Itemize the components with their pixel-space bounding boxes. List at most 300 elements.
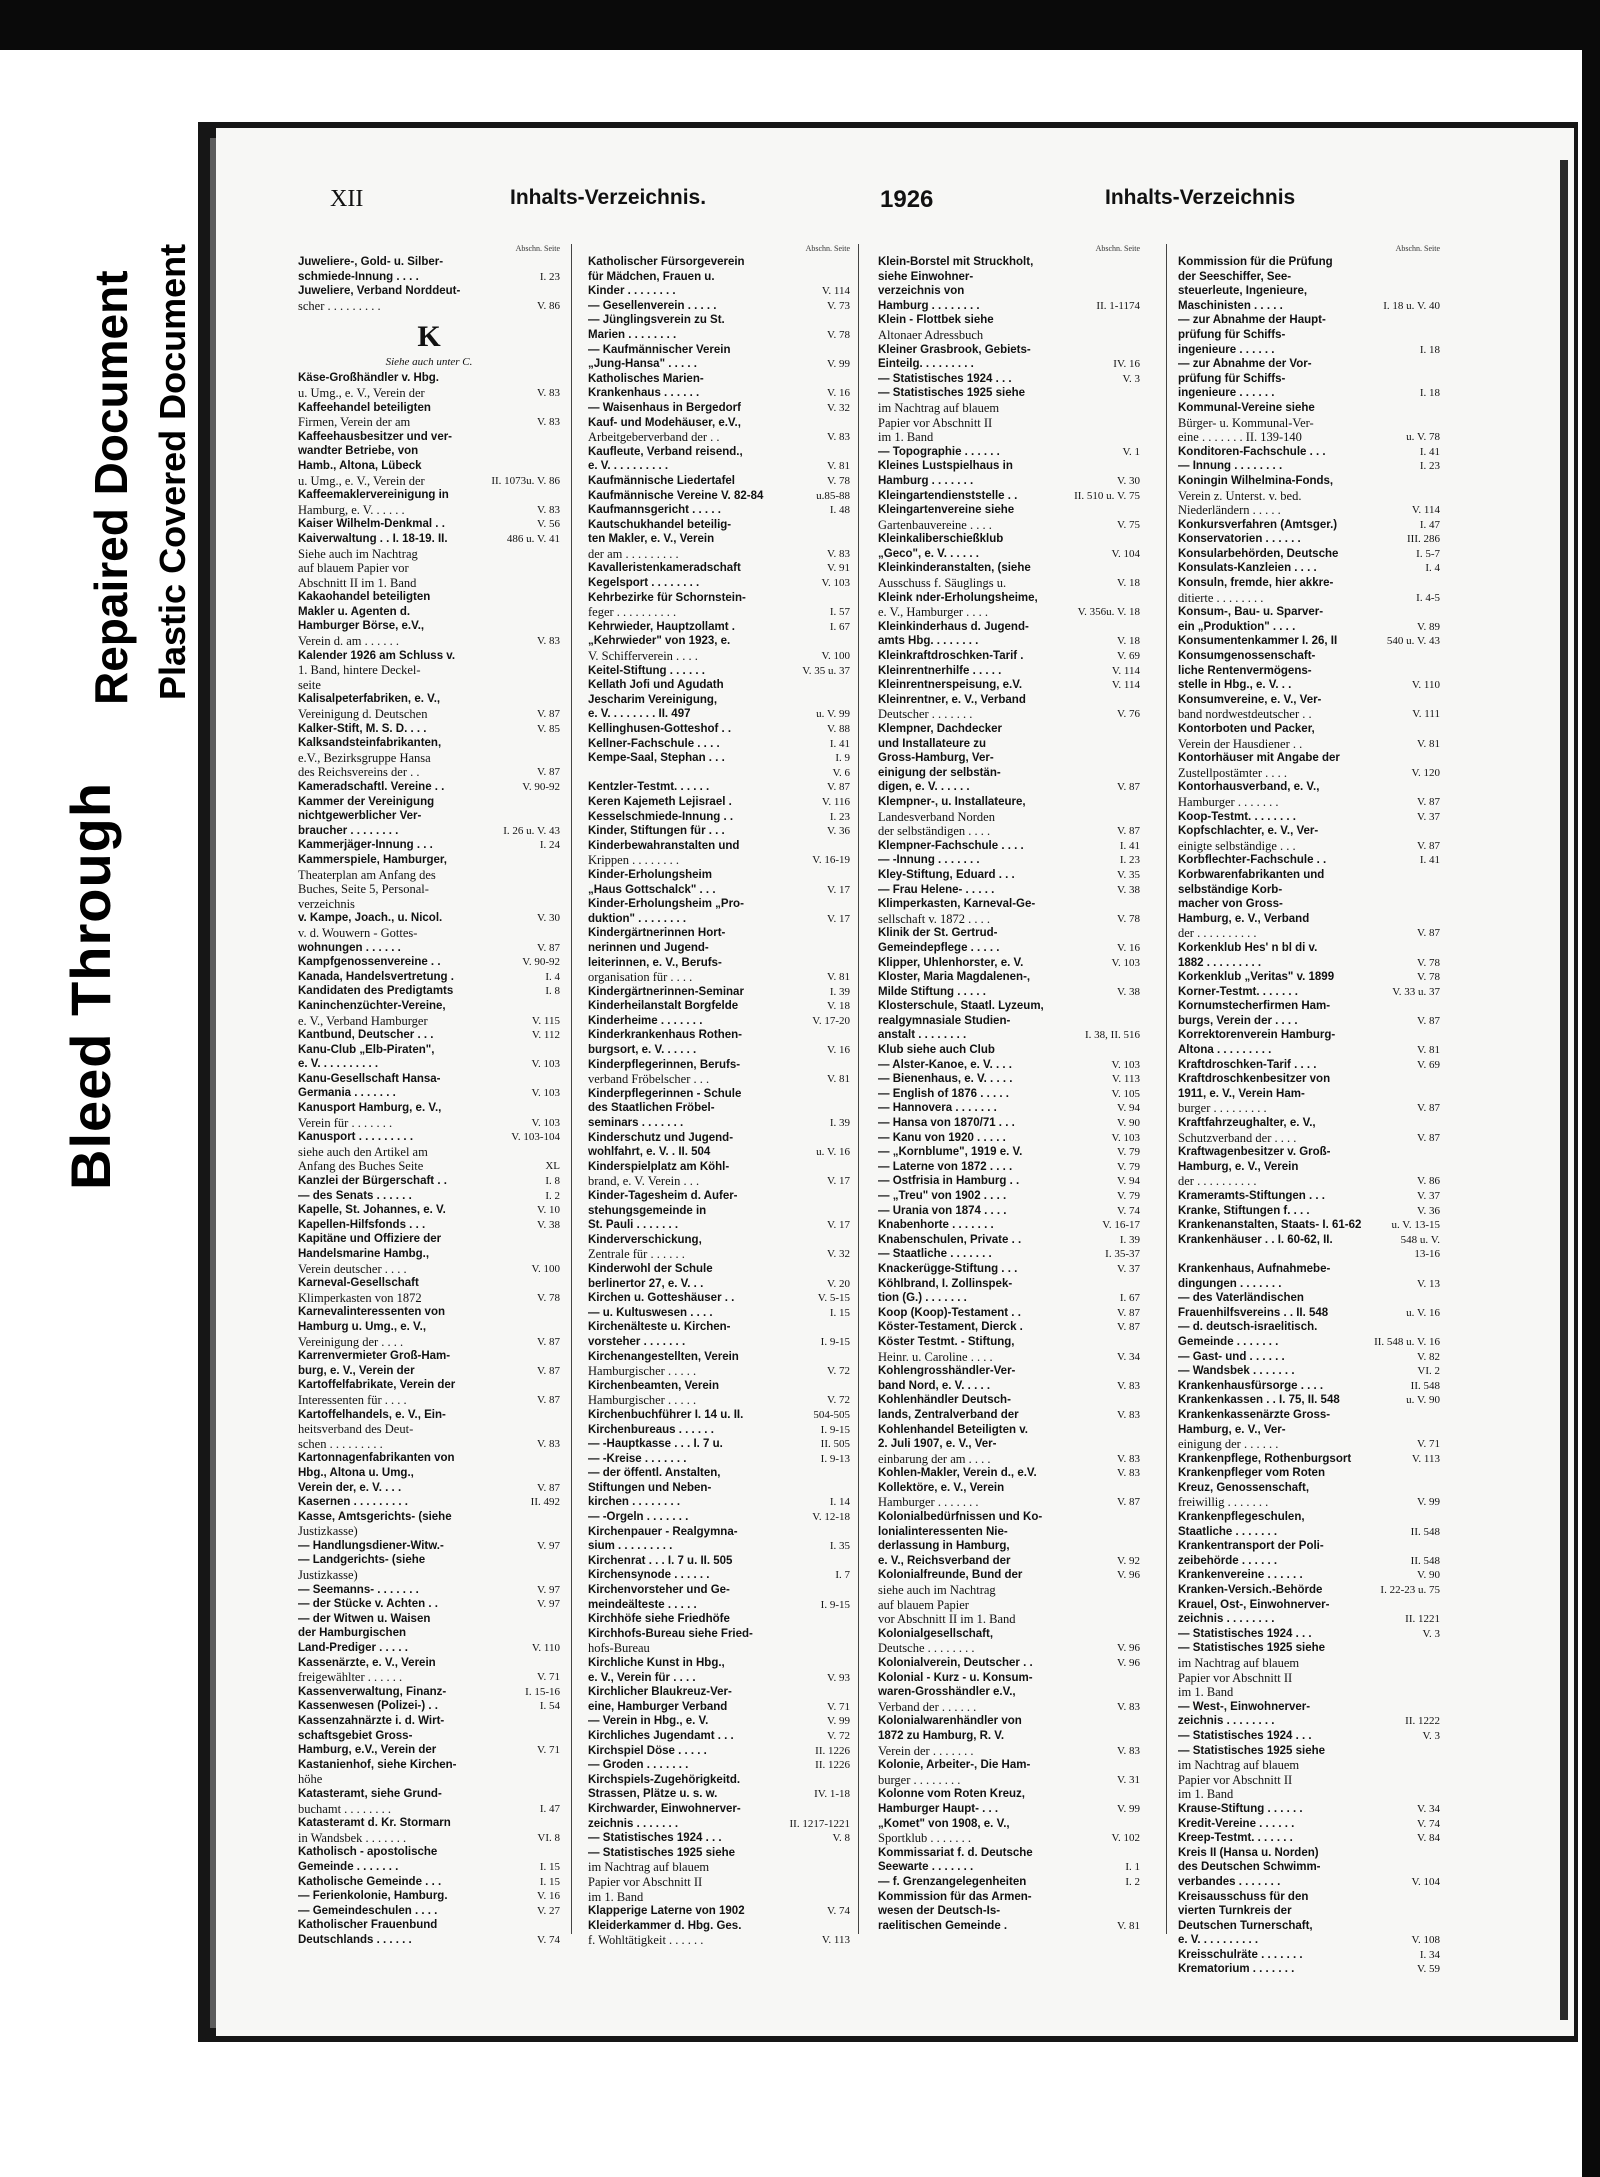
entry-text: Kandidaten des Predigtamts [298, 985, 454, 998]
entry-reference: XL [545, 1160, 560, 1173]
index-entry [588, 1408, 850, 1423]
entry-reference: V. 56 [536, 518, 560, 531]
entry-reference: VI. 2 [1417, 1365, 1440, 1378]
index-entry [298, 444, 560, 459]
index-entry [588, 605, 850, 620]
index-entry [298, 751, 560, 766]
entry-text: Kleines Lustspielhaus in [878, 460, 1013, 473]
index-entry [588, 489, 850, 504]
entry-reference: V. 116 [821, 795, 850, 808]
entry-reference: V. 16-19 [812, 854, 850, 867]
entry-text: ein „Produktion" . . . . [1178, 620, 1296, 633]
entry-text: Vereinigung d. Deutschen [298, 707, 428, 722]
entry-reference: V. 96 [1116, 1642, 1140, 1655]
index-entry [298, 1787, 560, 1802]
index-entry [1178, 1656, 1440, 1671]
index-entry [298, 1349, 560, 1364]
entry-text: Hamburger . . . . . . . [878, 1495, 979, 1510]
entry-text: vor Abschnitt II im 1. Band [878, 1612, 1016, 1627]
entry-text: eine . . . . . . . II. 139-140 [1178, 430, 1302, 445]
entry-reference: V. 16 [536, 1890, 560, 1903]
index-entry [588, 1452, 850, 1467]
index-entry [588, 1919, 850, 1934]
entry-text: — f. Grenzangelegenheiten [878, 1875, 1027, 1888]
entry-text: macher von Gross- [1178, 898, 1283, 911]
entry-reference: V. 32 [826, 401, 850, 414]
entry-reference: V. 114 [821, 285, 850, 298]
entry-reference: V. 17 [826, 883, 850, 896]
entry-reference: 13-16 [1414, 1248, 1440, 1261]
index-entry [878, 255, 1140, 270]
entry-text: Kaiser Wilhelm-Denkmal . . [298, 518, 445, 531]
entry-text: berlinertor 27, e. V. . . [588, 1277, 704, 1290]
entry-reference: V. 78 [1416, 971, 1440, 984]
header-year: 1926 [880, 186, 934, 213]
entry-text: Kinderbewahranstalten und [588, 839, 740, 852]
entry-text: Konsulats-Kanzleien . . . . [1178, 562, 1317, 575]
entry-text: Papier vor Abschnitt II [1178, 1670, 1293, 1685]
scan-top-border [0, 0, 1600, 50]
entry-text: — -Innung . . . . . . . [878, 854, 980, 867]
entry-text: Kreis II (Hansa u. Norden) [1178, 1846, 1319, 1859]
entry-text: nerinnen und Jugend- [588, 941, 709, 954]
index-entry [1178, 1744, 1440, 1759]
index-entry [588, 328, 850, 343]
entry-text: Krause-Stiftung . . . . . . [1178, 1802, 1303, 1815]
index-entry [1178, 459, 1440, 474]
index-entry [878, 430, 1140, 445]
index-entry [1178, 474, 1440, 489]
entry-text: Konservatorien . . . . . . [1178, 533, 1301, 546]
entry-reference: V. 103-104 [511, 1131, 560, 1144]
entry-text: Kaufmannsgericht . . . . . [588, 504, 721, 517]
entry-text: ditierte . . . . . . . . [1178, 590, 1264, 605]
entry-reference: V. 83 [536, 386, 560, 399]
index-entry [1178, 839, 1440, 854]
entry-text: Arbeitgeberverband der . . [588, 430, 720, 445]
index-entry [878, 620, 1140, 635]
index-entry [878, 1350, 1140, 1365]
index-entry [878, 1277, 1140, 1292]
index-entry [588, 1218, 850, 1233]
entry-text: — Hansa von 1870/71 . . . [878, 1117, 1015, 1130]
entry-reference: V. 83 [1116, 1700, 1140, 1713]
entry-text: Kentzler-Testmt. . . . . . [588, 781, 710, 794]
entry-text: e. V., Reichsverband der [878, 1554, 1011, 1567]
entry-text: — der Witwen u. Waisen [298, 1612, 431, 1625]
entry-text: dingungen . . . . . . . [1178, 1277, 1282, 1290]
entry-text: Klempner, Dachdecker [878, 723, 1003, 735]
index-entry [1178, 1495, 1440, 1510]
index-entry [298, 1670, 560, 1685]
index-entry [878, 956, 1140, 971]
entry-text: Köster Testmt. - Stiftung, [878, 1335, 1015, 1348]
index-entry [878, 459, 1140, 474]
entry-text: — Ostfrisia in Hamburg . . [878, 1175, 1020, 1188]
index-entry [1178, 1919, 1440, 1934]
entry-text: — Gast- und . . . . . . [1178, 1350, 1285, 1363]
index-entry [1178, 547, 1440, 562]
entry-text: stelle in Hbg., e. V. . . [1178, 679, 1292, 692]
entry-reference: I. 2 [545, 1189, 560, 1202]
entry-text: Katholischer Frauenbund [298, 1919, 438, 1932]
entry-text: Kommission für das Armen- [878, 1890, 1032, 1903]
entry-text: Karneval-Gesellschaft [298, 1277, 419, 1290]
entry-text: Kontorhausverband, e. V., [1178, 781, 1320, 794]
entry-reference: I. 9 [835, 752, 850, 765]
entry-reference: V. 83 [536, 1437, 560, 1450]
entry-text: Kempe-Saal, Stephan . . . [588, 752, 725, 765]
entry-text: f. Wohltätigkeit . . . . . . [588, 1933, 704, 1948]
entry-text: Krankenpfleger vom Roten [1178, 1467, 1325, 1480]
entry-text: freiwillig . . . . . . . [1178, 1495, 1269, 1510]
entry-text: — d. deutsch-israelitisch. [1178, 1321, 1318, 1334]
entry-text: der Seeschiffer, See- [1178, 270, 1292, 283]
entry-text: e. V., Verband Hamburger [298, 1013, 428, 1028]
entry-text: Kolonial - Kurz - u. Konsum- [878, 1671, 1033, 1684]
entry-text: selbständige Korb- [1178, 883, 1283, 896]
entry-text: — u. Kultuswesen . . . . [588, 1306, 713, 1319]
index-entry [1178, 1320, 1440, 1335]
index-entry [1178, 956, 1440, 971]
entry-reference: V. 103 [1111, 1131, 1140, 1144]
entry-text: Kassenverwaltung, Finanz- [298, 1685, 447, 1698]
entry-reference: V. 34 [1116, 1350, 1140, 1363]
entry-text: Klosterschule, Staatl. Lyzeum, [878, 1000, 1044, 1013]
entry-reference: V. 114 [1111, 679, 1140, 692]
index-entry [1178, 284, 1440, 299]
entry-reference: II. 1222 [1405, 1715, 1440, 1728]
entry-text: Katholische Gemeinde . . . [298, 1875, 442, 1888]
entry-reference: V. 103 [1111, 1058, 1140, 1071]
entry-reference: V. 35 u. 37 [802, 664, 850, 677]
index-entry [878, 1641, 1140, 1656]
entry-text: Kontorboten und Packer, [1178, 723, 1315, 735]
entry-text: Hamburger Haupt- . . . [878, 1802, 999, 1815]
entry-text: Kranke, Stiftungen f. . . . [1178, 1204, 1310, 1217]
entry-text: Hamburgischer . . . . . [588, 1364, 697, 1379]
index-entry [588, 1539, 850, 1554]
entry-reference: V. 96 [1116, 1657, 1140, 1669]
entry-reference: V. 1 [1122, 445, 1140, 458]
entry-text: Land-Prediger . . . . . [298, 1642, 408, 1655]
entry-text: Kommission für die Prüfung [1178, 256, 1333, 268]
index-entry [298, 926, 560, 941]
index-entry [298, 1831, 560, 1846]
index-entry [878, 985, 1140, 1000]
entry-text: Kesselschmiede-Innung . . [588, 810, 734, 823]
index-entry [298, 1904, 560, 1919]
index-entry [298, 1685, 560, 1700]
index-entry [1178, 343, 1440, 358]
page-number: XII [330, 186, 364, 212]
index-entry [298, 1159, 560, 1174]
index-entry [298, 1043, 560, 1058]
index-entry [298, 386, 560, 401]
entry-reference: V. 104 [1411, 1875, 1440, 1888]
entry-reference: IV. 1-18 [814, 1788, 850, 1801]
index-entry [298, 371, 560, 386]
index-entry [1178, 1525, 1440, 1540]
entry-text: Krankenkassen . . I. 75, II. 548 [1178, 1394, 1340, 1407]
index-entry [878, 561, 1140, 576]
index-entry [1178, 1510, 1440, 1525]
index-entry [1178, 795, 1440, 810]
entry-reference: V. 87 [1416, 1014, 1440, 1027]
entry-text: Germania . . . . . . . [298, 1087, 396, 1100]
entry-text: Kleinrentner, e. V., Verband [878, 693, 1026, 706]
entry-text: Kirchlicher Blaukreuz-Ver- [588, 1686, 732, 1699]
entry-reference: I. 54 [539, 1700, 560, 1713]
entry-reference: V. 75 [1116, 518, 1140, 531]
entry-reference: V. 81 [826, 971, 850, 984]
index-entry [1178, 1890, 1440, 1905]
index-entry [1178, 1028, 1440, 1043]
index-entry [1178, 868, 1440, 883]
entry-reference: V. 76 [1116, 708, 1140, 721]
entry-reference: V. 111 [1412, 708, 1440, 721]
entry-text: Verein der . . . . . . . [878, 1743, 974, 1758]
index-entry [588, 518, 850, 533]
entry-reference: I. 7 [835, 1569, 850, 1582]
entry-text: Kanusport . . . . . . . . . [298, 1131, 414, 1144]
entry-text: Kanusport Hamburg, e. V., [298, 1102, 442, 1115]
entry-text: „Jung-Hansa" . . . . . [588, 358, 697, 371]
entry-text: der . . . . . . . . . . [1178, 926, 1257, 941]
index-entry [588, 912, 850, 927]
entry-reference: V. 12-18 [812, 1511, 850, 1524]
index-entry [1178, 1233, 1440, 1248]
index-entry [1178, 401, 1440, 416]
entry-text: auf blauem Papier [878, 1597, 969, 1612]
entry-reference: V. 30 [1116, 474, 1140, 487]
entry-reference: V. 81 [826, 1073, 850, 1086]
entry-text: Katholisches Marien- [588, 372, 704, 385]
entry-text: „Geco", e. V. . . . . . [878, 547, 979, 560]
entry-text: Krankenanstalten, Staats- I. 61-62 [1178, 1219, 1362, 1232]
entry-reference: V. 99 [826, 358, 850, 371]
index-entry [588, 1072, 850, 1087]
entry-text: Gemeinde . . . . . . . [1178, 1335, 1279, 1348]
entry-reference: I. 18 [1419, 387, 1440, 400]
entry-reference: I. 24 [539, 839, 560, 852]
entry-text: sium . . . . . . . . . [588, 1540, 673, 1553]
entry-text: anstalt . . . . . . . . [878, 1029, 967, 1042]
entry-reference: V. 3 [1422, 1729, 1440, 1742]
entry-text: Kleingartendienststelle . . [878, 489, 1018, 502]
entry-text: — Alster-Kanoe, e. V. . . . [878, 1058, 1012, 1071]
entry-text: ingenieure . . . . . . [1178, 387, 1275, 400]
entry-text: Zentrale für . . . . . . [588, 1247, 685, 1262]
entry-text: — „Kornblume", 1919 e. V. [878, 1146, 1023, 1159]
entry-reference: V. 17-20 [812, 1014, 850, 1027]
index-entry [878, 1510, 1140, 1525]
entry-text: Siehe auch im Nachtrag [298, 546, 418, 561]
entry-text: Klempner-, u. Installateure, [878, 795, 1026, 808]
index-entry [588, 1028, 850, 1043]
entry-reference: I. 26 u. V. 43 [503, 824, 560, 837]
entry-text: „Haus Gottschalck" . . . [588, 883, 716, 896]
entry-text: Katholisch - apostolische [298, 1846, 438, 1859]
index-entry [1178, 678, 1440, 693]
entry-text: im 1. Band [878, 430, 934, 445]
entry-reference: V. 20 [826, 1277, 850, 1290]
entry-reference: V. 87 [536, 1393, 560, 1406]
index-entry [878, 445, 1140, 460]
plastic-covered-label: Plastic Covered Document [152, 243, 193, 700]
entry-reference: V. 16-17 [1102, 1219, 1140, 1232]
index-entry [1178, 255, 1440, 270]
index-entry [298, 576, 560, 591]
index-entry [878, 1087, 1140, 1102]
entry-reference: V. 5-15 [817, 1292, 850, 1305]
index-entry [1178, 1627, 1440, 1642]
index-entry [1178, 1846, 1440, 1861]
index-entry [878, 1904, 1140, 1919]
entry-text: zeichnis . . . . . . . . [1178, 1613, 1275, 1626]
entry-reference: u. V. 99 [816, 708, 850, 721]
index-entry [588, 1598, 850, 1613]
entry-text: — zur Abnahme der Haupt- [1178, 314, 1326, 327]
index-entry [588, 649, 850, 664]
entry-text: Klimperkasten von 1872 [298, 1290, 422, 1305]
entry-reference: V. 86 [536, 299, 560, 312]
index-entry [588, 1379, 850, 1394]
entry-text: Kammerspiele, Hamburger, [298, 853, 447, 866]
index-entry [1178, 926, 1440, 941]
entry-text: Kellath Jofi und Agudath [588, 679, 724, 692]
entry-reference: I. 67 [1119, 1292, 1140, 1305]
column-separator [571, 244, 572, 1934]
entry-text: Konsumvereine, e. V., Ver- [1178, 693, 1322, 706]
entry-text: realgymnasiale Studien- [878, 1014, 1011, 1027]
entry-text: 1911, e. V., Verein Ham- [1178, 1087, 1305, 1100]
entry-reference: V. 38 [1116, 985, 1140, 998]
index-entry [1178, 1058, 1440, 1073]
index-entry [878, 1481, 1140, 1496]
entry-reference: V. 110 [531, 1642, 560, 1655]
entry-text: Krankenhaus . . . . . . [588, 387, 700, 400]
index-entry [588, 1189, 850, 1204]
entry-text: der Hamburgischen [298, 1627, 406, 1640]
index-entry [588, 1393, 850, 1408]
index-entry [298, 1072, 560, 1087]
entry-text: Kinderpflegerinnen, Berufs- [588, 1058, 741, 1071]
entry-text: prüfung für Schiffs- [1178, 328, 1286, 341]
entry-text: Kanu-Gesellschaft Hansa- [298, 1072, 441, 1085]
index-entry [878, 372, 1140, 387]
entry-reference: V. 81 [1116, 1919, 1140, 1932]
entry-text: verbandes . . . . . . . [1178, 1875, 1281, 1888]
entry-text: Kleinrentnerhilfe . . . . . [878, 664, 1002, 677]
entry-text: Kapitäne und Offiziere der [298, 1233, 442, 1246]
entry-text: feger . . . . . . . . . . [588, 605, 677, 620]
entry-text: Kirchenbuchführer I. 14 u. II. [588, 1408, 744, 1421]
index-entry [298, 415, 560, 430]
index-entry [878, 1291, 1140, 1306]
index-entry [1178, 1101, 1440, 1116]
index-entry [588, 532, 850, 547]
entry-text: Krankenpflegeschulen, [1178, 1511, 1305, 1524]
index-entry [588, 1612, 850, 1627]
entry-text: zeibehörde . . . . . . [1178, 1554, 1278, 1567]
entry-text: Klub siehe auch Club [878, 1044, 995, 1057]
index-entry [878, 795, 1140, 810]
entry-text: — Topographie . . . . . . [878, 445, 1000, 458]
entry-text: Kirchenälteste u. Kirchen- [588, 1321, 731, 1334]
column-separator [1166, 244, 1167, 1934]
index-entry [1178, 1043, 1440, 1058]
entry-reference: V. 103 [1111, 956, 1140, 969]
index-entry [298, 722, 560, 737]
index-entry [298, 1845, 560, 1860]
index-entry [298, 1714, 560, 1729]
entry-reference: V. 10 [536, 1204, 560, 1217]
entry-text: — Ferienkolonie, Hamburg. [298, 1890, 448, 1903]
index-entry [878, 1875, 1140, 1890]
index-entry [298, 1597, 560, 1612]
scan-right-border [1582, 0, 1600, 2177]
index-entry [588, 810, 850, 825]
entry-reference: V. 69 [1416, 1058, 1440, 1071]
entry-text: Korbwarenfabrikanten und [1178, 868, 1325, 881]
index-entry [878, 1116, 1140, 1131]
index-entry [588, 1145, 850, 1160]
entry-reference: V. 103 [531, 1058, 560, 1071]
entry-reference: V. 83 [1116, 1379, 1140, 1392]
entry-text: — Bienenhaus, e. V. . . . . [878, 1073, 1013, 1086]
entry-text: — Statistisches 1925 siehe [588, 1846, 736, 1859]
entry-reference: VI. 8 [537, 1831, 560, 1844]
column-header: Abschn. Seite [1395, 244, 1440, 253]
entry-text: Kraftdroschken-Tarif . . . . [1178, 1058, 1317, 1071]
index-entry [588, 1525, 850, 1540]
entry-text: Kirchhöfe siehe Friedhöfe [588, 1613, 730, 1626]
index-entry [298, 590, 560, 605]
index-entry [878, 474, 1140, 489]
entry-reference: V. 99 [826, 1715, 850, 1728]
index-entry [588, 401, 850, 416]
index-entry [298, 503, 560, 518]
index-entry [878, 1539, 1140, 1554]
entry-text: Kohlenhändler Deutsch- [878, 1394, 1011, 1407]
entry-reference: V. 79 [1116, 1190, 1140, 1202]
entry-reference: V. 71 [536, 1671, 560, 1684]
entry-reference: V. 78 [826, 328, 850, 341]
page-header [330, 186, 1480, 222]
index-entry [1178, 1379, 1440, 1394]
index-entry [588, 839, 850, 854]
entry-text: — Kaufmännischer Verein [588, 343, 731, 356]
index-entry [298, 692, 560, 707]
entry-reference: V. 16 [826, 387, 850, 400]
index-entry [1178, 751, 1440, 766]
entry-text: — Seemanns- . . . . . . . [298, 1583, 419, 1596]
entry-text: im 1. Band [588, 1889, 644, 1904]
entry-reference: II. 1-1174 [1096, 299, 1140, 312]
index-entry [298, 707, 560, 722]
index-entry [298, 1014, 560, 1029]
index-entry [298, 1305, 560, 1320]
index-entry [298, 999, 560, 1014]
entry-reference: I. 39 [829, 1117, 850, 1130]
entry-reference: V. 97 [536, 1583, 560, 1596]
index-entry [588, 795, 850, 810]
entry-reference: V. 18 [1116, 577, 1140, 590]
entry-text: Krauel, Ost-, Einwohnerver- [1178, 1598, 1330, 1611]
entry-text: Krankenhaus, Aufnahmebe- [1178, 1262, 1331, 1275]
entry-text: — Wandsbek . . . . . . . [1178, 1365, 1295, 1378]
